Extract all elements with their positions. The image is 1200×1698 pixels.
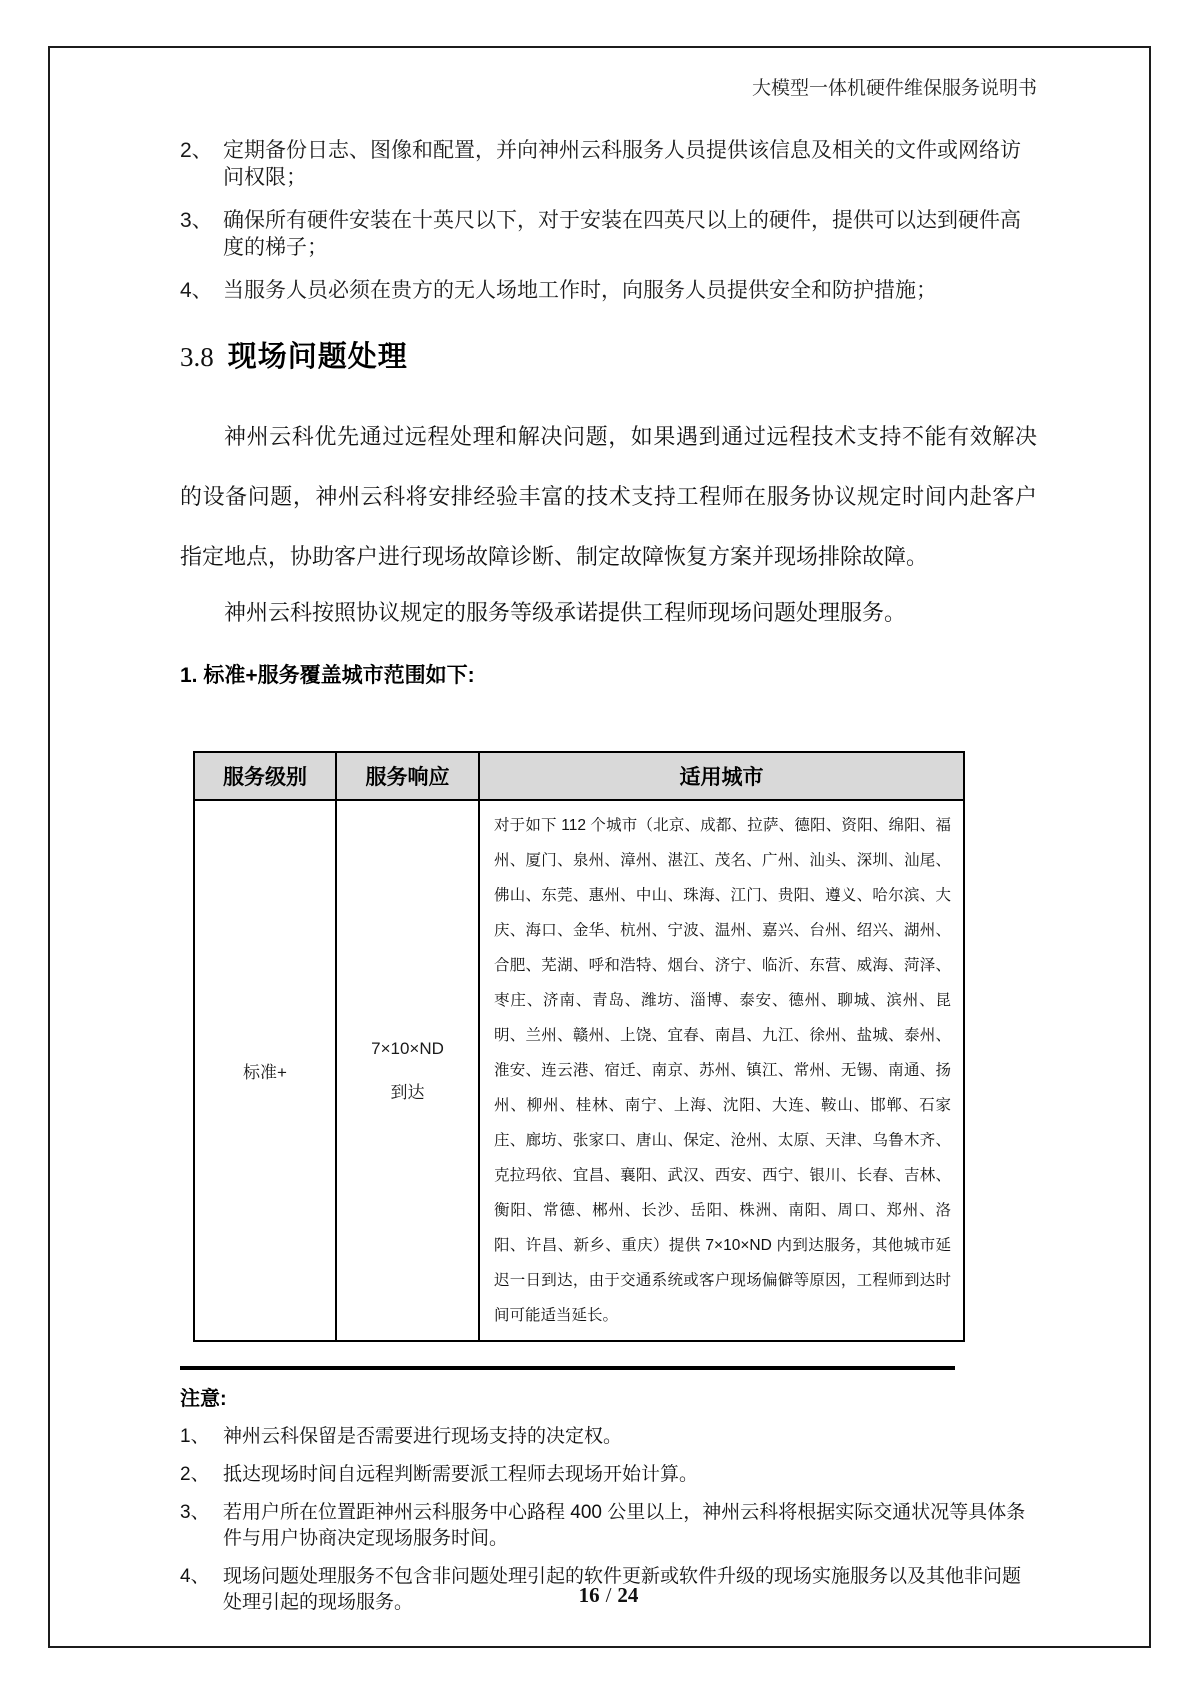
service-coverage-table bbox=[193, 751, 965, 1342]
note-item-text: 若用户所在位置距神州云科服务中心路程 400 公里以上，神州云科将根据实际交通状况等具体条件与用户协商决定现场服务时间。 bbox=[223, 1502, 1026, 1549]
footer-total-pages: 24 bbox=[617, 1583, 639, 1607]
column-header-service-level: 服务级别 bbox=[194, 752, 336, 800]
section-heading bbox=[180, 340, 1037, 379]
table-lead-in: 1. 标准+服务覆盖城市范围如下: bbox=[180, 664, 475, 687]
body-paragraph-1: 神州云科优先通过远程处理和解决问题，如果遇到通过远程技术支持不能有效解决的设备问题，神州云科将安排经验丰富的技术支持工程师在服务协议规定时间内赴客户指定地点，协助客户进行现场故障诊断、制定故障恢复方案并现场排除故障。 bbox=[180, 424, 1037, 569]
column-header-applicable-cities: 适用城市 bbox=[479, 752, 964, 800]
note-item-number: 4、 bbox=[180, 1566, 210, 1587]
note-item-text: 现场问题处理服务不包含非问题处理引起的软件更新或软件升级的现场实施服务以及其他非问题处理引起的现场服务。 bbox=[223, 1566, 1022, 1613]
list-item-number: 3、 bbox=[180, 209, 213, 232]
list-item-number: 4、 bbox=[180, 279, 213, 302]
section-number: 3.8 bbox=[180, 342, 214, 372]
cell-applicable-cities: 对于如下 112 个城市（北京、成都、拉萨、德阳、资阳、绵阳、福州、厦门、泉州、漳州、湛江、茂名、广州、汕头、深圳、汕尾、佛山、东莞、惠州、中山、珠海、江门、贵阳、遵义、哈尔滨、大庆、海口、金华、杭州、宁波、温州、嘉兴、台州、绍兴、湖州、合肥、芜湖、呼和浩特、烟台、济宁、临沂、东营、威海、菏泽、枣庄、济南、青岛、潍坊、淄博、泰安、德州、聊城、滨州、昆明、兰州、赣州、上饶、宜春、南昌、九江、徐州、盐城、泰州、淮安、连云港、宿迁、南京、苏州、镇江、常州、无锡、南通、扬州、柳州、桂林、南宁、上海、沈阳、大连、鞍山、邯郸、石家庄、廊坊、张家口、唐山、保定、沧州、太原、天津、乌鲁木齐、克拉玛依、宜昌、襄阳、武汉、西安、西宁、银川、长春、吉林、衡阳、常德、郴州、长沙、岳阳、株洲、南阳、周口、郑州、洛阳、许昌、新乡、重庆）提供 7×10×ND 内到达服务，其他城市延迟一日到达，由于交通系统或客户现场偏僻等原因，工程师到达时间可能适当延长。 bbox=[479, 800, 964, 1341]
section-title: 现场问题处理 bbox=[227, 341, 408, 373]
table-row bbox=[194, 800, 964, 1341]
note-item bbox=[180, 1462, 1037, 1488]
note-item-number: 2、 bbox=[180, 1464, 210, 1485]
notes-heading: 注意: bbox=[180, 1388, 227, 1410]
footer-current-page: 16 bbox=[578, 1583, 600, 1607]
cell-service-response bbox=[336, 800, 479, 1341]
list-item-text: 确保所有硬件安装在十英尺以下，对于安装在四英尺以上的硬件，提供可以达到硬件高度的梯子； bbox=[223, 209, 1021, 259]
note-item-text: 神州云科保留是否需要进行现场支持的决定权。 bbox=[223, 1426, 623, 1447]
table-header-row bbox=[194, 752, 964, 800]
list-item-text: 定期备份日志、图像和配置，并向神州云科服务人员提供该信息及相关的文件或网络访问权限； bbox=[223, 139, 1021, 189]
note-item-number: 1、 bbox=[180, 1426, 210, 1447]
list-item-text: 当服务人员必须在贵方的无人场地工作时，向服务人员提供安全和防护措施； bbox=[223, 279, 937, 302]
page-content bbox=[180, 45, 1037, 1616]
list-item bbox=[180, 277, 1037, 304]
body-paragraph-2: 神州云科按照协议规定的服务等级承诺提供工程师现场问题处理服务。 bbox=[224, 600, 907, 625]
column-header-service-response: 服务响应 bbox=[336, 752, 479, 800]
footer-separator: / bbox=[605, 1583, 612, 1607]
page-footer bbox=[180, 1583, 1037, 1608]
cell-service-level: 标准+ bbox=[194, 800, 336, 1341]
service-response-line1: 7×10×ND bbox=[371, 1038, 444, 1058]
note-item bbox=[180, 1424, 1037, 1450]
list-item bbox=[180, 207, 1037, 261]
document-header-title: 大模型一体机硬件维保服务说明书 bbox=[751, 78, 1037, 99]
section-divider bbox=[180, 1366, 955, 1370]
note-item bbox=[180, 1500, 1037, 1552]
prerequisite-list bbox=[180, 137, 1037, 304]
note-item-number: 3、 bbox=[180, 1502, 210, 1523]
list-item bbox=[180, 137, 1037, 191]
list-item-number: 2、 bbox=[180, 139, 213, 162]
service-response-line2: 到达 bbox=[390, 1082, 425, 1102]
note-item-text: 抵达现场时间自远程判断需要派工程师去现场开始计算。 bbox=[223, 1464, 699, 1485]
